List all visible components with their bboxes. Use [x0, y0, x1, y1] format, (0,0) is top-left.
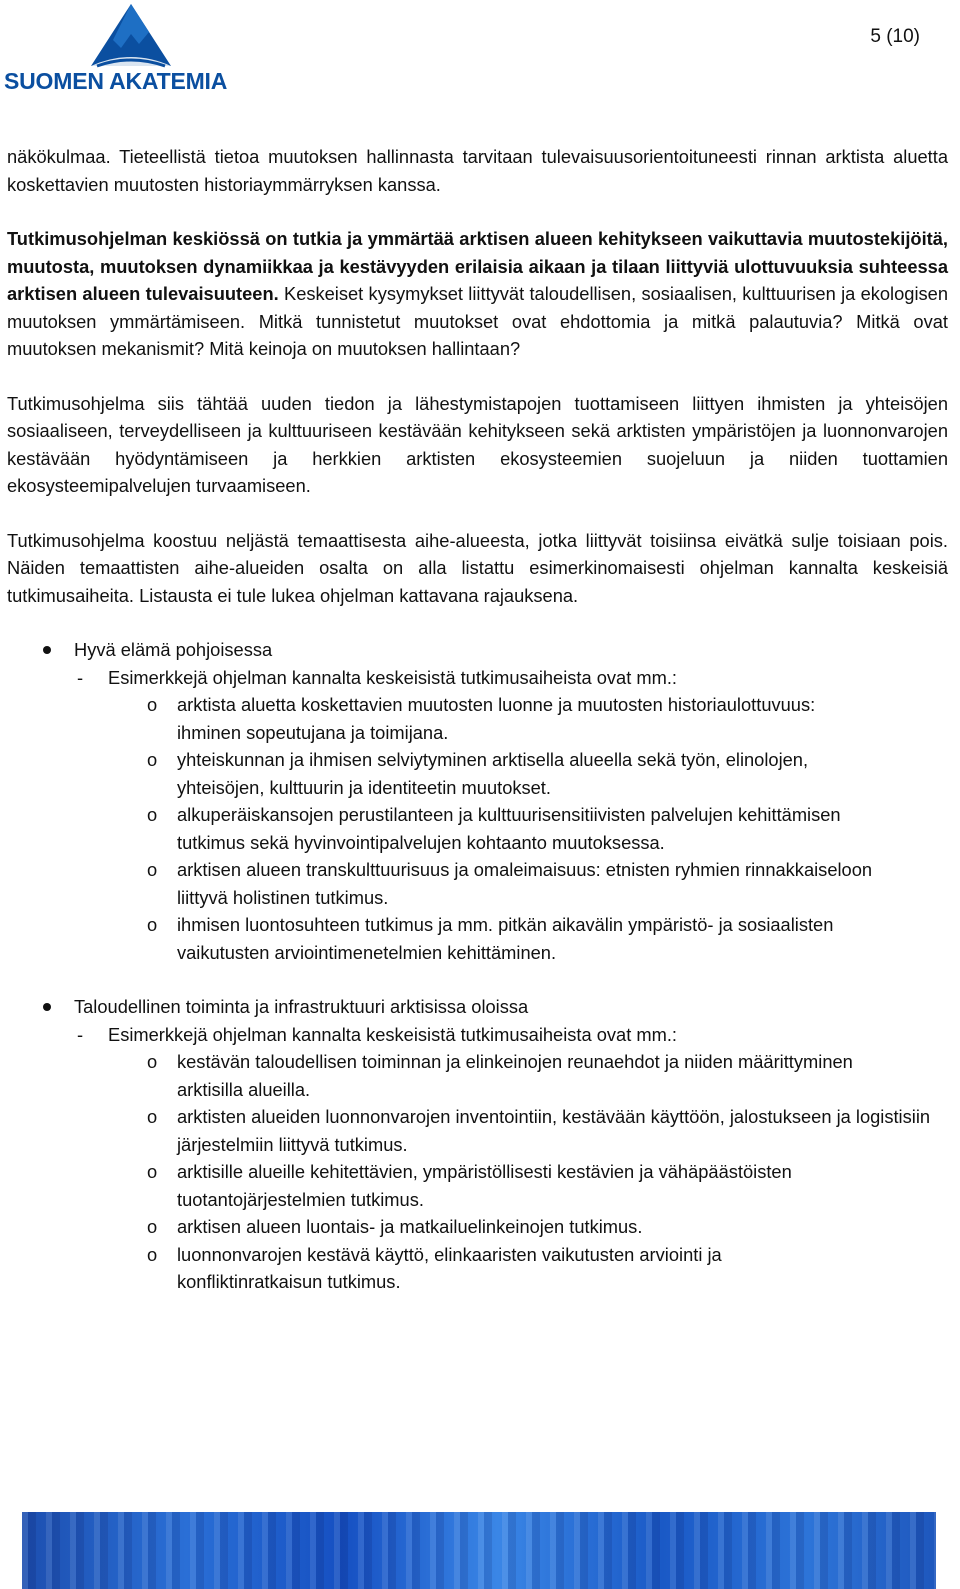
topic-text: arktisille alueille kehitettävien, ympäristöllisesti kestävien ja vähäpäästöisten tuotantojärjestelmien tutkimus.: [177, 1161, 792, 1210]
logo-text: SUOMEN AKATEMIA: [4, 68, 228, 94]
suomen-akatemia-logo: [4, 4, 256, 96]
topic-text: arktista aluetta koskettavien muutosten luonne ja muutosten historiaulottuvuus: ihminen sopeutujana ja toimijana.: [177, 694, 816, 743]
circle-marker: o: [147, 694, 158, 715]
document-body: [7, 143, 948, 1323]
circle-marker: o: [147, 859, 158, 880]
paragraph-structure: Tutkimusohjelma koostuu neljästä temaattisesta aihe-alueesta, jotka liittyvät toisiinsa eivätkä sulje toisiaan pois. Näiden temaattisten aihe-alueiden osalta on alla listattu esimerkinomaisesti ohjelman kannalta keskeisiä tutkimusaiheita. Listausta ei tule lukea ohjelman kattavana rajauksena.: [7, 529, 948, 606]
topic-text: arktisen alueen transkulttuurisuus ja omaleimaisuus: etnisten ryhmien rinnakkaiseloon liittyvä holistinen tutkimus.: [177, 859, 873, 908]
topic-item: [7, 856, 877, 911]
topic-item: [7, 1213, 877, 1241]
theme-list-item: [7, 636, 948, 966]
theme-title: Hyvä elämä pohjoisessa: [74, 639, 273, 660]
topic-text: ihmisen luontosuhteen tutkimus ja mm. pitkän aikavälin ympäristö- ja sosiaalisten vaikutusten arviointimenetelmien kehittäminen.: [177, 914, 834, 963]
paragraph-focus-bold: Tutkimusohjelman keskiössä on tutkia ja ymmärtää arktisen alueen kehitykseen vaikuttavia muutostekijöitä, muutosta, muutoksen dynamiikkaa ja kestävyyden erilaisia aikaan ja tilaan liittyviä ulottuvuuksia suhteessa arktisen alueen tulevaisuuteen.: [7, 228, 948, 304]
footer-decorative-band: [22, 1512, 936, 1589]
bullet-icon: [43, 646, 51, 654]
topic-text: kestävän taloudellisen toiminnan ja elinkeinojen reunaehdot ja niiden määrittyminen arktisilla alueilla.: [177, 1051, 853, 1100]
topic-list: [74, 691, 948, 966]
topic-item: [7, 801, 877, 856]
dash-marker: -: [77, 666, 84, 688]
topic-item: [7, 1103, 959, 1158]
triangle-logo-icon: [91, 4, 171, 68]
paragraph-focus: [7, 225, 948, 363]
example-intro: [7, 664, 948, 692]
circle-marker: o: [147, 1243, 158, 1265]
example-intro-text: Esimerkkejä ohjelman kannalta keskeisistä tutkimusaiheista ovat mm.:: [108, 1023, 677, 1045]
circle-marker: o: [147, 914, 158, 935]
page-number: 5 (10): [870, 26, 920, 47]
circle-marker: o: [147, 749, 158, 770]
example-intro-text: Esimerkkejä ohjelman kannalta keskeisistä tutkimusaiheista ovat mm.:: [108, 666, 677, 688]
topic-text: arktisten alueiden luonnonvarojen inventointiin, kestävään käyttöön, jalostukseen ja logistisiin järjestelmiin liittyvä tutkimus.: [177, 1106, 931, 1155]
circle-marker: o: [147, 1051, 158, 1072]
bullet-icon: [43, 1003, 51, 1011]
circle-marker: o: [147, 1216, 158, 1237]
topic-text: yhteiskunnan ja ihmisen selviytyminen arktisella alueella sekä työn, elinolojen, yhteisöjen, kulttuurin ja identiteetin muutokset.: [177, 749, 809, 798]
circle-marker: o: [147, 1106, 158, 1127]
topic-text: arktisen alueen luontais- ja matkailuelinkeinojen tutkimus.: [177, 1216, 643, 1237]
topic-item: [7, 1158, 877, 1213]
circle-marker: o: [147, 1161, 158, 1182]
circle-marker: o: [147, 804, 158, 825]
topic-text: alkuperäiskansojen perustilanteen ja kulttuurisensitiivisten palvelujen kehittämisen tutkimus sekä hyvinvointipalvelujen kohtaanto muutoksessa.: [177, 804, 841, 853]
topic-item: [7, 1048, 877, 1103]
topic-text: luonnonvarojen kestävä käyttö, elinkaaristen vaikutusten arviointi ja konfliktinratkaisun tutkimus.: [177, 1243, 722, 1292]
dash-marker: -: [77, 1023, 84, 1045]
topic-item: [7, 691, 877, 746]
paragraph-intro: näkökulmaa. Tieteellistä tietoa muutoksen hallinnasta tarvitaan tulevaisuusorientoituneesti rinnan arktista aluetta koskettavien muutosten historiaymmärryksen kanssa.: [7, 146, 948, 195]
topic-item: [7, 1241, 817, 1296]
paragraph-aims: Tutkimusohjelma siis tähtää uuden tiedon ja lähestymistapojen tuottamiseen liittyen ihmisten ja yhteisöjen sosiaaliseen, terveydelliseen ja kulttuuriseen kestävään kehitykseen sekä arktisten ympäristöjen ja luonnonvarojen kestävään hyödyntämiseen ja herkkien arktisten ekosysteemien suojeluun ja niiden tuottamien ekosysteemipalvelujen turvaamiseen.: [7, 392, 948, 496]
topic-item: [7, 911, 877, 966]
paragraph-focus-rest: Keskeiset kysymykset liittyvät taloudellisen, sosiaalisen, kulttuurisen ja ekologisen muutoksen ymmärtämiseen. Mitkä tunnistetut muutokset ovat ehdottomia ja mitkä palautuvia? Mitkä ovat muutoksen mekanismit? Mitä keinoja on muutoksen hallintaan?: [7, 283, 948, 359]
theme-list-item: [7, 993, 948, 1296]
topic-list: [74, 1048, 948, 1296]
topic-item: [7, 746, 877, 801]
theme-title: Taloudellinen toiminta ja infrastruktuuri arktisissa oloissa: [74, 996, 529, 1017]
example-intro: [7, 1021, 948, 1049]
